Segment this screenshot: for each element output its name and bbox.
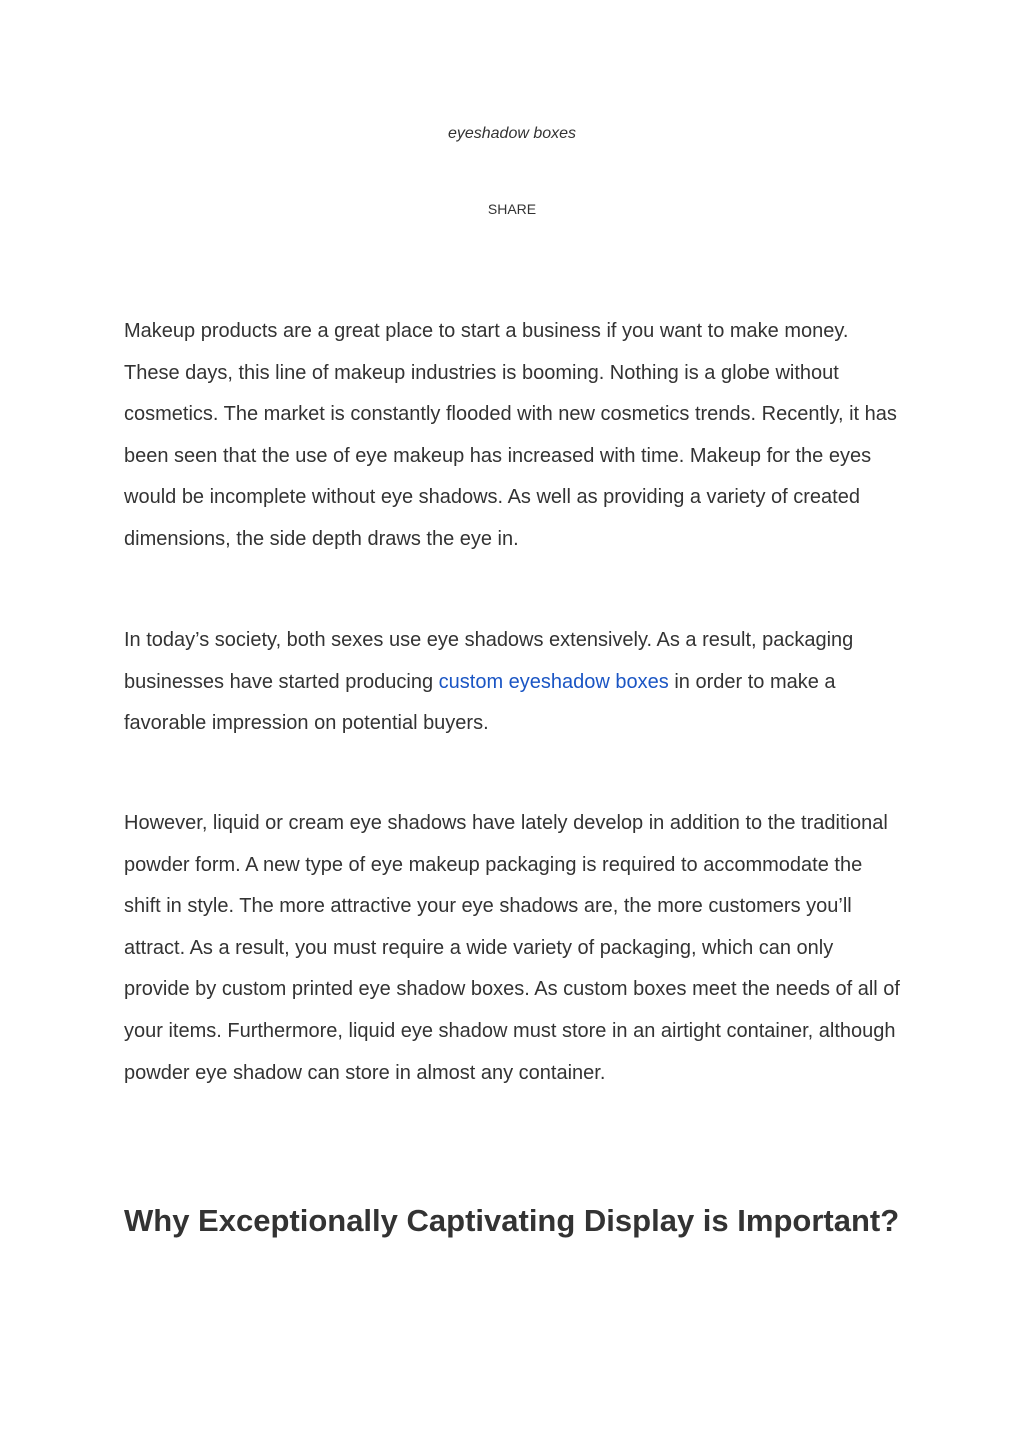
- section-heading: Why Exceptionally Captivating Display is Important?: [124, 1203, 900, 1238]
- custom-eyeshadow-boxes-link[interactable]: custom eyeshadow boxes: [438, 670, 669, 693]
- image-caption: eyeshadow boxes: [447, 125, 577, 142]
- paragraph-liquid-shadows: However, liquid or cream eye shadows have lately develop in addition to the traditional powder form. A new type of eye makeup packaging is required to accommodate the shift in style. The more attractive your eye shadows are, the more customers you’ll attract. As a result, you must require a wide variety of packaging, which can only provide by custom printed eye shadow boxes. As custom boxes meet the needs of all of your items. Furthermore, liquid eye shadow must store in an airtight container, although powder eye shadow can store in almost any container.: [124, 812, 900, 1084]
- paragraph-packaging: [124, 620, 904, 745]
- paragraph-packaging-text-before: In today’s society, both sexes use eye shadows extensively. As a result, packaging businesses have started producing: [124, 629, 854, 693]
- paragraph-packaging-text-after: in order to make a favorable impression on potential buyers.: [124, 670, 836, 735]
- paragraph-intro: Makeup products are a great place to start a business if you want to make money. These days, this line of makeup industries is booming. Nothing is a globe without cosmetics. The market is constantly flooded with new cosmetics trends. Recently, it has been seen that the use of eye makeup has increased with time. Makeup for the eyes would be incomplete without eye shadows. As well as providing a variety of created dimensions, the side depth draws the eye in.: [124, 320, 897, 550]
- share-button[interactable]: SHARE: [487, 201, 537, 217]
